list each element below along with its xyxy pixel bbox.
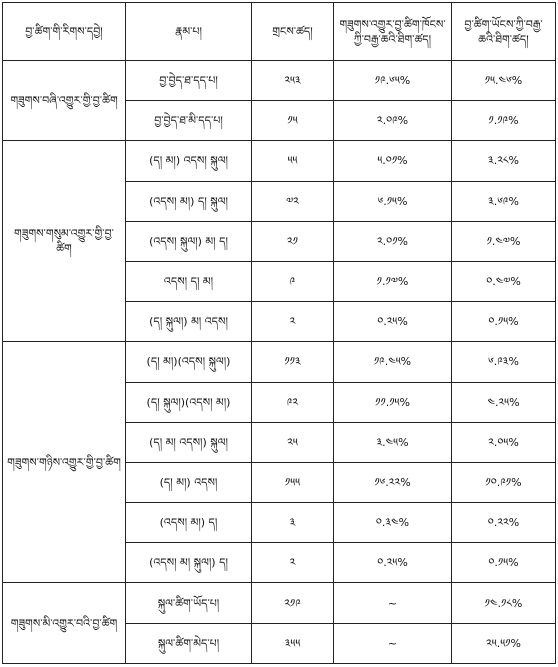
- count-cell: ༩: [252, 261, 334, 301]
- count-cell: ༢༥: [252, 422, 334, 462]
- table-row: [3, 141, 556, 181]
- percent-of-all-cell: ༦.༩༣%: [452, 342, 556, 382]
- form-cell: (ད། སྐུལ།) མ། འདས།: [126, 302, 252, 342]
- percent-of-all-cell: ༠.༢༢%: [452, 503, 556, 543]
- percent-of-all-cell: ༠.༡༥%: [452, 543, 556, 583]
- header-row: [3, 3, 556, 61]
- header-count: གྲངས་ཚད།: [252, 3, 334, 61]
- count-cell: ༥༥: [252, 141, 334, 181]
- percent-of-all-cell: ༣.༢༨%: [452, 141, 556, 181]
- header-percent-of-all-verbs: བྱ་ཚིག་ཡོངས་ཀྱི་བརྒྱ་ཆའི་ཐིག་ཚད།: [452, 3, 556, 61]
- percent-within-group-cell: ༡༡.༡༥%: [334, 382, 452, 422]
- form-cell: འདས། ད། མ།: [126, 261, 252, 301]
- header-percent-within-group: གཟུགས་འགྱུར་བྱ་ཚིག་ཁོངས་ཀྱི་བརྒྱ་ཆའི་ཐིག་ཚད།: [334, 3, 452, 61]
- count-cell: ༣༥༥: [252, 623, 334, 663]
- count-cell: ༢: [252, 302, 334, 342]
- percent-within-group-cell: ~: [334, 623, 452, 663]
- percent-within-group-cell: ༥.༠༡%: [334, 141, 452, 181]
- percent-within-group-cell: ~: [334, 583, 452, 623]
- form-cell: བྱ་བྱེད་ཐ་དད་པ།: [126, 61, 252, 101]
- percent-within-group-cell: ༢.༠༡%: [334, 221, 452, 261]
- count-cell: ༢༥༣: [252, 61, 334, 101]
- header-verb-category: བྱ་ཚིག་གི་རིགས་དབྱེ།: [3, 3, 126, 61]
- count-cell: ༩༢: [252, 382, 334, 422]
- form-cell: (ད། སྐུལ།)(འདས། མ།): [126, 382, 252, 422]
- verb-category-cell: གཟུགས་མི་འགྱུར་བའི་བྱ་ཚིག: [3, 583, 126, 664]
- verb-statistics-table: [2, 2, 556, 664]
- count-cell: ༣: [252, 503, 334, 543]
- percent-within-group-cell: ༡༩.༤༥%: [334, 342, 452, 382]
- verb-category-cell: གཟུགས་གཉིས་འགྱུར་གྱི་བྱ་ཚིག: [3, 342, 126, 583]
- percent-of-all-cell: ༡༠.༩༡%: [452, 462, 556, 502]
- percent-within-group-cell: ༠.༢༥%: [334, 302, 452, 342]
- table-row: [3, 342, 556, 382]
- percent-of-all-cell: ༢.༠༥%: [452, 422, 556, 462]
- form-cell: (ད། མ།) འདས།: [126, 462, 252, 502]
- table-row: [3, 61, 556, 101]
- percent-within-group-cell: ༡༩.༦༥%: [334, 61, 452, 101]
- percent-of-all-cell: ༢༥.༥༡%: [452, 623, 556, 663]
- table-body: [3, 61, 556, 664]
- percent-of-all-cell: ༡.༡༩%: [452, 101, 556, 141]
- percent-within-group-cell: ༣.༤༥%: [334, 422, 452, 462]
- form-cell: (འདས། སྐུལ།) མ། ད།: [126, 221, 252, 261]
- form-cell: (ད། མ།)(འདས། སྐུལ།): [126, 342, 252, 382]
- form-cell: སྐུལ་ཚིག་ཡོད་པ།: [126, 583, 252, 623]
- form-cell: (འདས། མ།) ད། སྐུལ།: [126, 181, 252, 221]
- percent-of-all-cell: ༠.༡༥%: [452, 302, 556, 342]
- form-cell: (ད། མ། འདས།) སྐུལ།: [126, 422, 252, 462]
- percent-of-all-cell: ༠.༤༧%: [452, 261, 556, 301]
- percent-within-group-cell: ༦.༡༥%: [334, 181, 452, 221]
- percent-within-group-cell: ༡.༡༧%: [334, 261, 452, 301]
- percent-of-all-cell: ༤.༢༥%: [452, 382, 556, 422]
- count-cell: ༢༡: [252, 221, 334, 261]
- count-cell: ༡༥: [252, 101, 334, 141]
- count-cell: ༢༡༩: [252, 583, 334, 623]
- count-cell: ༡༡༣: [252, 342, 334, 382]
- percent-within-group-cell: ༡༦.༢༢%: [334, 462, 452, 502]
- form-cell: སྐུལ་ཚིག་མེད་པ།: [126, 623, 252, 663]
- form-cell: (འདས། མ།) ད།: [126, 503, 252, 543]
- header-form: རྣམ་པ།: [126, 3, 252, 61]
- verb-category-cell: གཟུགས་བཞི་འགྱུར་གྱི་བྱ་ཚིག: [3, 61, 126, 141]
- percent-within-group-cell: ༠.༢༥%: [334, 543, 452, 583]
- form-cell: (འདས། མ། སྐུལ།) ད།: [126, 543, 252, 583]
- count-cell: ༧༢: [252, 181, 334, 221]
- count-cell: ༢: [252, 543, 334, 583]
- percent-of-all-cell: ༡༤.༡༨%: [452, 583, 556, 623]
- percent-of-all-cell: ༡.༤༧%: [452, 221, 556, 261]
- percent-of-all-cell: ༣.༦༩%: [452, 181, 556, 221]
- percent-within-group-cell: ༢.༠༩%: [334, 101, 452, 141]
- form-cell: (ད། མ།) འདས། སྐུལ།: [126, 141, 252, 181]
- verb-category-cell: གཟུགས་གསུམ་འགྱུར་གྱི་བྱ་ཚིག: [3, 141, 126, 342]
- count-cell: ༡༥༥: [252, 462, 334, 502]
- percent-within-group-cell: ༠.༣༤%: [334, 503, 452, 543]
- percent-of-all-cell: ༡༥.༤༦%: [452, 61, 556, 101]
- table-row: [3, 583, 556, 623]
- form-cell: བྱ་བྱེད་ཐ་མི་དད་པ།: [126, 101, 252, 141]
